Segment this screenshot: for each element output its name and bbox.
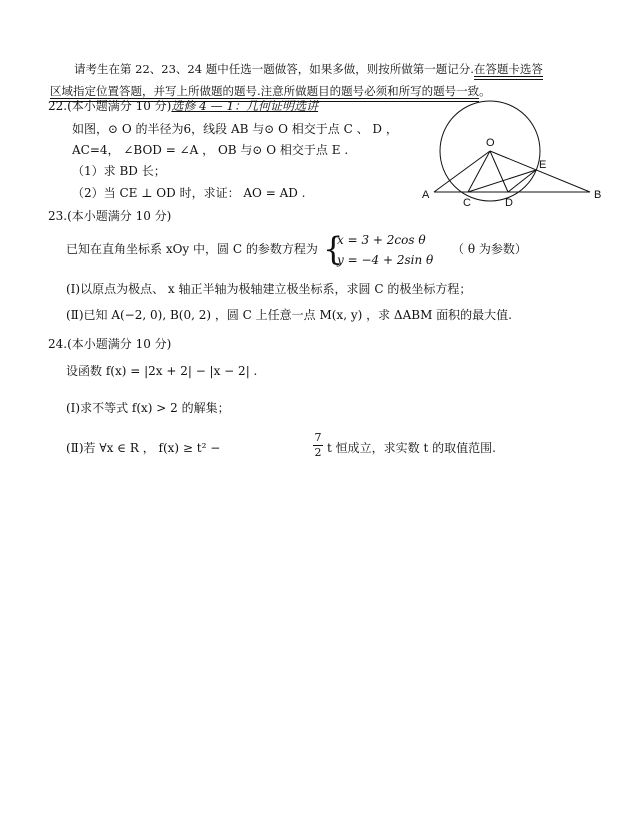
- label-e: E: [539, 159, 547, 171]
- label-o: O: [486, 137, 495, 149]
- q24-part2-a: (Ⅱ)若 ∀x ∈ R ， f(x) ≥ t² −: [66, 441, 221, 455]
- instructions-paragraph: [50, 58, 550, 102]
- q23-part1: (Ⅰ)以原点为极点、 x 轴正半轴为极轴建立极坐标系，求圆 C 的极坐标方程；: [66, 282, 472, 296]
- q22-header-line: [48, 98, 318, 114]
- q22-topic: 选修 4 — 1：几何证明选讲: [171, 99, 319, 113]
- fraction-denominator: 2: [314, 446, 322, 459]
- q23-intro: 已知在直角坐标系 xOy 中，圆 C 的参数方程为: [66, 242, 318, 256]
- instructions-end: 。: [479, 84, 491, 98]
- instructions-text: 请考生在第 22、23、24 题中任选一题做答，如果多做，则按所做第一题记分.: [74, 62, 474, 76]
- q24-header: 24.(本小题满分 10 分): [48, 337, 172, 351]
- q23-param-note: （ θ 为参数）: [452, 242, 527, 256]
- instructions-underlined-text: 在答题卡选答区域指定位置答题，并写上所做题的题号.注意所做题目的题号必须和所写的题号一致: [50, 62, 543, 98]
- q22-header: 22.(本小题满分 10 分): [48, 99, 172, 113]
- label-c: C: [463, 197, 471, 209]
- q23-eq1: x = 3 + 2cos θ: [337, 233, 426, 247]
- segment-de: [508, 170, 536, 192]
- q24-part2-b: t 恒成立，求实数 t 的取值范围.: [327, 441, 496, 455]
- fraction-numerator: 7: [314, 431, 322, 444]
- q24-function: 设函数 f(x) = |2x + 2| − |x − 2| .: [66, 364, 258, 378]
- q23-eq2: y = −4 + 2sin θ: [337, 253, 434, 267]
- q23-header: 23.(本小题满分 10 分): [48, 209, 172, 223]
- segment-ao: [434, 151, 490, 192]
- q24-part1: (Ⅰ)求不等式 f(x) > 2 的解集；: [66, 401, 230, 415]
- q22-line1: 如图，⊙ O 的半径为6，线段 AB 与⊙ O 相交于点 C 、 D ，: [72, 122, 398, 136]
- q22-line2: AC=4， ∠BOD = ∠A ， OB 与⊙ O 相交于点 E .: [72, 143, 349, 157]
- label-d: D: [505, 197, 513, 209]
- fraction-seven-halves: [313, 432, 323, 459]
- q23-part2: (Ⅱ)已知 A(−2, 0), B(0, 2) ，圆 C 上任意一点 M(x, y) ，求 ΔABM 面积的最大值.: [66, 308, 512, 322]
- geometry-figure: [418, 98, 608, 210]
- label-b: B: [594, 189, 602, 201]
- q22-part1: （1）求 BD 长；: [72, 164, 166, 178]
- q22-part2: （2）当 CE ⊥ OD 时，求证： AO = AD .: [72, 186, 306, 200]
- label-a: A: [422, 189, 430, 201]
- system-brace: {: [323, 230, 344, 268]
